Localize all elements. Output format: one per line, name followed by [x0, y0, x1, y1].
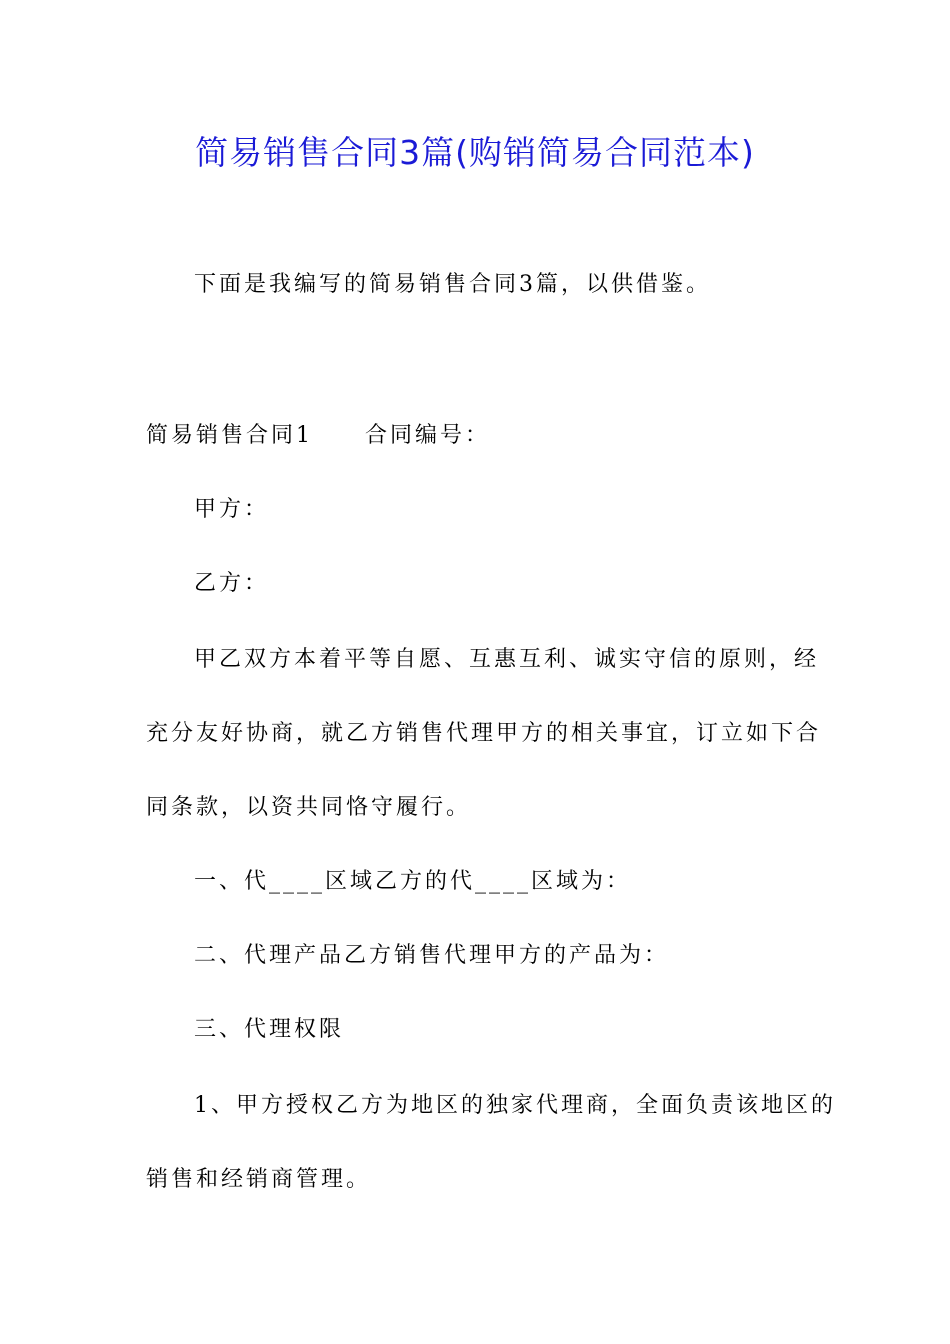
- clause-two: 二、代理产品乙方销售代理甲方的产品为：: [194, 943, 670, 968]
- paragraph-line: 同条款，以资共同恪守履行。: [146, 795, 472, 820]
- contract-heading-row: [146, 421, 806, 451]
- paragraph-line: 甲乙双方本着平等自愿、互惠互利、诚实守信的原则，经: [194, 647, 820, 672]
- document-title: 简易销售合同3篇(购销简易合同范本): [195, 133, 755, 172]
- clause-three: 三、代理权限: [194, 1017, 345, 1042]
- item-one-line: 销售和经销商管理。: [146, 1167, 372, 1192]
- item-one-line: 1、甲方授权乙方为地区的独家代理商，全面负责该地区的: [194, 1093, 836, 1118]
- clause-one: 一、代____区域乙方的代____区域为：: [194, 869, 632, 894]
- intro-text: 下面是我编写的简易销售合同3篇，以供借鉴。: [194, 272, 711, 297]
- party-b-label: 乙方：: [194, 571, 270, 596]
- contract-number-label: 合同编号：: [365, 423, 491, 448]
- party-a-label: 甲方：: [194, 497, 270, 522]
- contract-heading: 简易销售合同1: [146, 423, 313, 448]
- paragraph-line: 充分友好协商，就乙方销售代理甲方的相关事宜，订立如下合: [146, 721, 822, 746]
